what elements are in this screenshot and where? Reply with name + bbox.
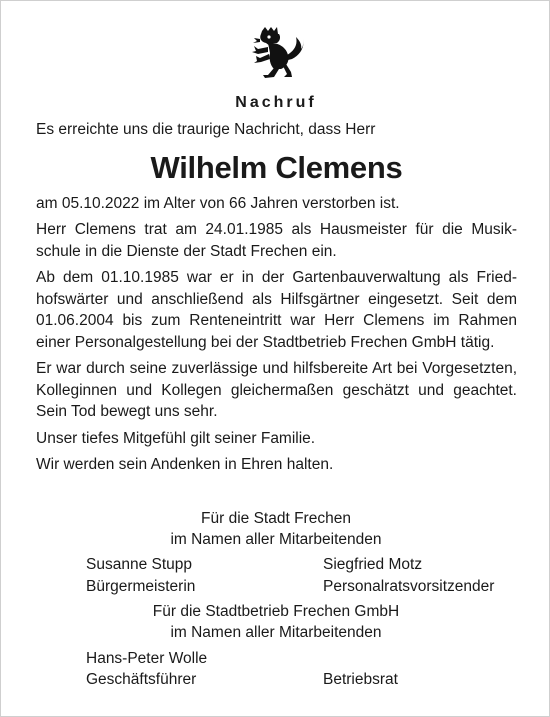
signer-title-council: Personalratsvorsitzender xyxy=(323,578,495,595)
notice-heading: Nachruf xyxy=(235,94,317,111)
paragraph-death-date: am 05.10.2022 im Alter von 66 Jahren verstorben ist. xyxy=(36,194,400,212)
paragraph-condolence: Unser tiefes Mitgefühl gilt seiner Familie. xyxy=(36,429,316,447)
heraldic-lion-icon xyxy=(248,25,304,79)
signer-title-mayor: Bürgermeisterin xyxy=(86,578,196,595)
paragraph-career: Ab dem 01.10.1985 war er in der Gartenbauverwaltung als Friedhofswärter und anschließend als Hilfsgärtner eingesetzt. Seit dem 01.06.2004 bis zum Renteneintritt war Herr Clemens im Rahmen einer Personalgestellung bei der Stadtbetrieb Frechen GmbH tätig. xyxy=(36,269,517,351)
city-signature-line1: Für die Stadt Frechen xyxy=(201,510,351,527)
intro-line: Es erreichte uns die traurige Nachricht, dass Herr xyxy=(36,121,376,138)
company-signature-line2: im Namen aller Mitarbeitenden xyxy=(170,624,382,641)
deceased-name: Wilhelm Clemens xyxy=(150,149,403,185)
signer-name-mayor: Susanne Stupp xyxy=(86,556,193,573)
signer-name-director: Hans-Peter Wolle xyxy=(86,650,208,667)
paragraph-character: Er war durch seine zuverlässige und hilfsbereite Art bei Vorgesetzten, Kolleginnen und Kollegen gleichermaßen geschätzt und geachtet. Sein Tod bewegt uns sehr. xyxy=(36,360,517,420)
paragraph-employment-start: Herr Clemens trat am 24.01.1985 als Hausmeister für die Musikschule in die Dienste der Stadt Frechen ein. xyxy=(36,221,517,260)
paragraph-remembrance: Wir werden sein Andenken in Ehren halten. xyxy=(36,456,334,473)
notice-body xyxy=(36,119,517,481)
company-signature-line1: Für die Stadtbetrieb Frechen GmbH xyxy=(152,603,400,620)
signer-title-works-council: Betriebsrat xyxy=(323,671,398,688)
city-signature-line2: im Namen aller Mitarbeitenden xyxy=(170,531,382,548)
signer-name-council: Siegfried Motz xyxy=(323,556,423,573)
signer-title-director: Geschäftsführer xyxy=(86,671,197,688)
